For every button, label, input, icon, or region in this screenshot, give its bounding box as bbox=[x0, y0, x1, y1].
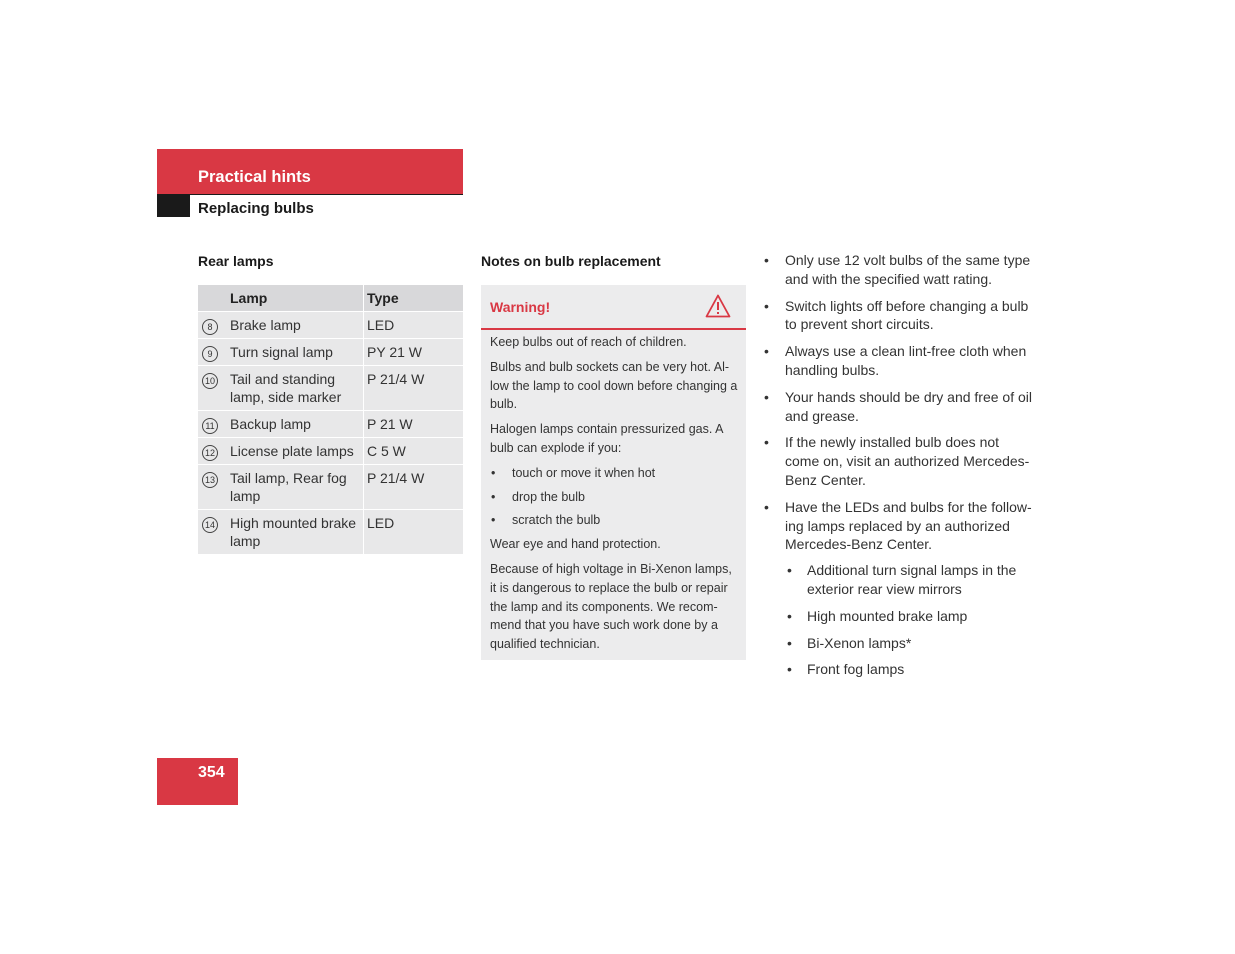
rear-lamps-table bbox=[198, 285, 463, 555]
list-item: • Always use a clean lint-free cloth when handling bulbs. bbox=[763, 342, 1035, 380]
circled-number: 13 bbox=[202, 472, 218, 488]
circled-number: 11 bbox=[202, 418, 218, 434]
type-cell: LED bbox=[364, 509, 464, 554]
list-item: • drop the bulb bbox=[490, 488, 738, 507]
warning-paragraph: Keep bulbs out of reach of children. bbox=[490, 335, 687, 349]
circled-number: 8 bbox=[202, 319, 218, 335]
table-row bbox=[198, 311, 463, 338]
circled-number: 10 bbox=[202, 373, 218, 389]
row-number bbox=[198, 464, 227, 509]
list-item bbox=[763, 498, 1035, 679]
type-cell: P 21/4 W bbox=[364, 464, 464, 509]
bulb-tips bbox=[763, 251, 1035, 687]
row-number bbox=[198, 509, 227, 554]
type-cell: LED bbox=[364, 311, 464, 338]
list-item: • Only use 12 volt bulbs of the same type and with the specified watt rating. bbox=[763, 251, 1035, 289]
warning-triangle-icon bbox=[705, 294, 731, 318]
type-cell: PY 21 W bbox=[364, 338, 464, 365]
header-rule bbox=[190, 194, 463, 195]
table-row bbox=[198, 365, 463, 410]
table-header-type: Type bbox=[364, 285, 464, 311]
warning-title: Warning! bbox=[490, 299, 551, 315]
list-item: • Your hands should be dry and free of oil and grease. bbox=[763, 388, 1035, 426]
lamp-cell: Turn signal lamp bbox=[227, 338, 364, 365]
table-row bbox=[198, 464, 463, 509]
lamp-cell: License plate lamps bbox=[227, 437, 364, 464]
tips-list bbox=[763, 251, 1035, 679]
list-item-text: Have the LEDs and bulbs for the follow-ing lamps replaced by an authorized Mercedes-Benz Center. bbox=[785, 498, 1032, 553]
row-number bbox=[198, 311, 227, 338]
list-item: • Switch lights off before changing a bulb to prevent short circuits. bbox=[763, 297, 1035, 335]
lamp-cell: Backup lamp bbox=[227, 410, 364, 437]
row-number bbox=[198, 365, 227, 410]
warning-text bbox=[490, 333, 738, 660]
rear-lamps-heading: Rear lamps bbox=[198, 253, 274, 269]
table-header-num bbox=[198, 285, 227, 311]
type-cell: P 21 W bbox=[364, 410, 464, 437]
row-number bbox=[198, 437, 227, 464]
sub-list-item: • Bi-Xenon lamps* bbox=[785, 634, 1035, 653]
table-row bbox=[198, 410, 463, 437]
circled-number: 12 bbox=[202, 445, 218, 461]
type-cell: C 5 W bbox=[364, 437, 464, 464]
table-header-lamp: Lamp bbox=[227, 285, 364, 311]
notes-heading: Notes on bulb replacement bbox=[481, 253, 661, 269]
header-marker bbox=[157, 194, 190, 217]
lamp-cell: High mounted brake lamp bbox=[227, 509, 364, 554]
circled-number: 14 bbox=[202, 517, 218, 533]
list-item: • If the newly installed bulb does not come on, visit an authorized Mercedes-Benz Center. bbox=[763, 433, 1035, 489]
lamp-cell: Tail and standing lamp, side marker bbox=[227, 365, 364, 410]
list-item: • touch or move it when hot bbox=[490, 464, 738, 483]
row-number bbox=[198, 410, 227, 437]
warning-bullet-list bbox=[490, 464, 738, 530]
warning-paragraph: Bulbs and bulb sockets can be very hot. Al-low the lamp to cool down before changing a bulb. bbox=[490, 359, 738, 412]
sub-list bbox=[785, 561, 1035, 679]
table-header-row bbox=[198, 285, 463, 311]
sub-list-item: • Additional turn signal lamps in the exterior rear view mirrors bbox=[785, 561, 1035, 599]
lamp-cell: Brake lamp bbox=[227, 311, 364, 338]
list-item: • scratch the bulb bbox=[490, 511, 738, 530]
table-row bbox=[198, 437, 463, 464]
table-row bbox=[198, 509, 463, 554]
warning-paragraph: Wear eye and hand protection. bbox=[490, 537, 661, 552]
sub-list-item: • High mounted brake lamp bbox=[785, 607, 1035, 626]
row-number bbox=[198, 338, 227, 365]
table-row bbox=[198, 338, 463, 365]
warning-paragraph: Because of high voltage in Bi-Xenon lamps, it is dangerous to replace the bulb or repair the lamp and its components. We recom-mend that you have such work done by a qualified technician. bbox=[490, 561, 732, 652]
type-cell: P 21/4 W bbox=[364, 365, 464, 410]
page-number: 354 bbox=[198, 764, 225, 781]
subsection-title: Replacing bulbs bbox=[198, 200, 314, 217]
warning-paragraph: Halogen lamps contain pressurized gas. A bulb can explode if you: bbox=[490, 422, 723, 455]
section-title: Practical hints bbox=[198, 168, 311, 186]
sub-list-item: • Front fog lamps bbox=[785, 660, 1035, 679]
circled-number: 9 bbox=[202, 346, 218, 362]
lamp-cell: Tail lamp, Rear fog lamp bbox=[227, 464, 364, 509]
